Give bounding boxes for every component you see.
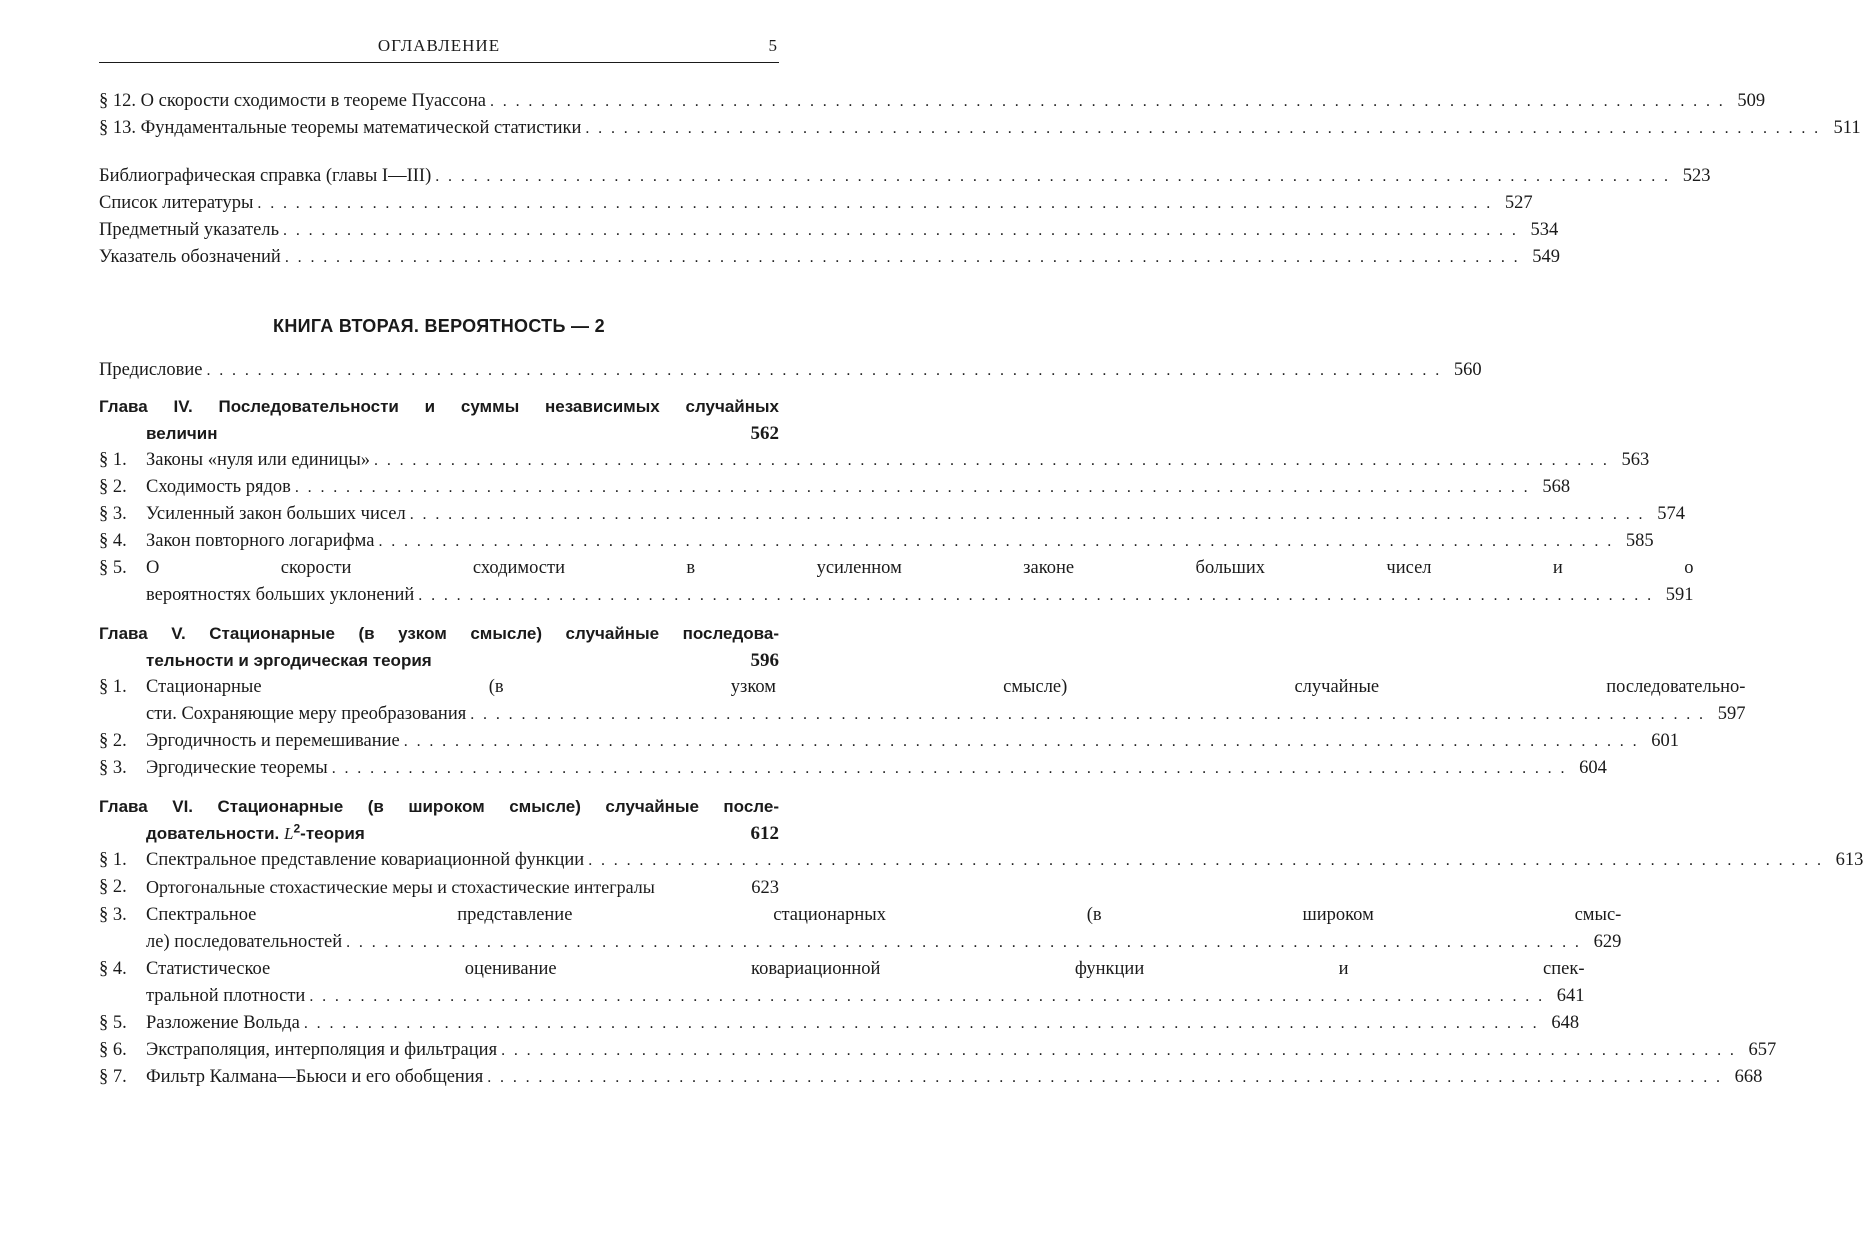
chapter-title-line: Глава V. Стационарные (в узком смысле) случайные последова- (99, 624, 779, 643)
leader-dots (285, 244, 1520, 271)
toc-entry (99, 115, 1861, 142)
section-title: Ортогональные стохастические меры и стохастические интегралы (146, 877, 655, 897)
section-number: § 5. (99, 1013, 127, 1033)
section-number: § 2. (99, 731, 127, 751)
section-number: § 1. (99, 450, 127, 470)
book-title: КНИГА ВТОРАЯ. ВЕРОЯТНОСТЬ — 2 (273, 316, 605, 336)
leader-dots (374, 447, 1609, 474)
leader-dots (588, 847, 1823, 874)
toc-entry (99, 902, 1622, 956)
section-title: Фильтр Калмана—Бьюси и его обобщения (146, 1067, 484, 1087)
page-ref: 549 (1532, 247, 1561, 267)
leader-dots (501, 1037, 1736, 1064)
leader-dots (206, 357, 1441, 384)
section-title-line: О скорости сходимости в усиленном законе больших чисел и о (146, 558, 1694, 578)
section-number: § 2. (99, 477, 127, 497)
chapter-title-line (146, 820, 751, 847)
leader-dots (470, 701, 1705, 728)
leader-dots (346, 929, 1581, 956)
preface-entry (99, 357, 1482, 384)
page-ref: 657 (1748, 1040, 1777, 1060)
leader-dots (410, 501, 1645, 528)
toc-entry (99, 847, 1863, 874)
toc-entry (99, 474, 1571, 501)
chapter-heading (99, 393, 779, 447)
section-title-line: тральной плотности (146, 986, 306, 1006)
page-ref: 562 (750, 423, 779, 444)
page-ref: 560 (1453, 360, 1482, 380)
leader-dots (257, 190, 1492, 217)
section-title: Спектральное представление ковариационной функции (146, 850, 585, 870)
header-rule (99, 62, 779, 63)
toc-entry (99, 528, 1654, 555)
page-ref: 574 (1657, 504, 1685, 524)
toc-entry (99, 244, 1561, 271)
leader-dots (378, 528, 1613, 555)
page-ref: 623 (751, 878, 779, 898)
page-ref: 509 (1737, 91, 1766, 111)
section-title-line: ле) последовательностей (146, 932, 343, 952)
section-number: § 13. (99, 118, 136, 138)
section-title-line: Спектральное представление стационарных (в широком смыс- (146, 905, 1622, 925)
page-ref: 604 (1579, 758, 1607, 778)
leader-dots (487, 1064, 1722, 1091)
page-ref: 613 (1835, 850, 1863, 870)
page-ref: 596 (750, 650, 779, 671)
page-ref: 648 (1551, 1013, 1580, 1033)
appendix-title: Библиографическая справка (главы I—III) (99, 166, 432, 186)
section-title: Эргодичность и перемешивание (146, 731, 400, 751)
appendices (99, 163, 1711, 271)
leader-dots (309, 983, 1544, 1010)
page-ref: 668 (1734, 1067, 1763, 1087)
math-symbol: L (284, 824, 294, 843)
chapter-title-prefix: довательности. (146, 824, 280, 843)
page-ref: 601 (1651, 731, 1679, 751)
section-number: § 4. (99, 531, 127, 551)
section-title: Разложение Вольда (146, 1013, 300, 1033)
section-number: § 1. (99, 677, 127, 697)
leader-dots (404, 728, 1639, 755)
page-ref: 563 (1621, 450, 1650, 470)
section-number: § 3. (99, 504, 127, 524)
toc-entry (99, 501, 1685, 528)
leader-dots (585, 115, 1820, 142)
leader-dots (418, 582, 1653, 609)
chapter-heading (99, 793, 779, 847)
appendix-title: Указатель обозначений (99, 247, 281, 267)
section-number: § 6. (99, 1040, 127, 1060)
section-title: Сходимость рядов (146, 477, 291, 497)
chapter-sections (99, 447, 1694, 609)
chapter-title-line: Глава VI. Стационарные (в широком смысле) случайные после- (99, 797, 779, 816)
toc-entry (99, 1064, 1763, 1091)
toc-entry (99, 674, 1746, 728)
section-number: § 3. (99, 905, 127, 925)
toc-entry (99, 88, 1766, 115)
toc-entry (99, 163, 1711, 190)
section-title: Усиленный закон больших чисел (146, 504, 406, 524)
toc-entry (99, 728, 1679, 755)
section-title-line: Статистическое оценивание ковариационной функции и спек- (146, 959, 1585, 979)
section-title: Закон повторного логарифма (146, 531, 375, 551)
page-ref: 612 (750, 823, 779, 844)
toc-entry (99, 190, 1533, 217)
leader-dots (304, 1010, 1539, 1037)
chapter-heading (99, 620, 779, 674)
section-number: § 4. (99, 959, 127, 979)
chapter-title-line: тельности и эргодическая теория (146, 651, 432, 670)
toc-entry (99, 874, 779, 902)
toc-entry (99, 1010, 1580, 1037)
section-title-line: сти. Сохраняющие меру преобразования (146, 704, 467, 724)
toc-entry (99, 1037, 1777, 1064)
preface-title: Предисловие (99, 360, 203, 380)
page-ref: 568 (1542, 477, 1571, 497)
page-ref: 523 (1682, 166, 1711, 186)
page-ref: 641 (1556, 986, 1585, 1006)
leader-dots (490, 88, 1725, 115)
page-ref: 585 (1625, 531, 1654, 551)
page-number: 5 (768, 36, 777, 55)
section-number: § 2. (99, 877, 127, 897)
running-title: ОГЛАВЛЕНИЕ (377, 36, 501, 55)
section-title: Фундаментальные теоремы математической статистики (140, 118, 582, 138)
math-superscript: 2 (293, 821, 301, 836)
page-ref: 527 (1504, 193, 1533, 213)
page-ref: 597 (1717, 704, 1746, 724)
section-number: § 3. (99, 758, 127, 778)
top-sections (99, 88, 1861, 142)
section-number: § 7. (99, 1067, 127, 1087)
section-title-line: Стационарные (в узком смысле) случайные последовательно- (146, 677, 1746, 697)
leader-dots (332, 755, 1567, 782)
section-title: О скорости сходимости в теореме Пуассона (140, 91, 486, 111)
section-title-line: вероятностях больших уклонений (146, 585, 415, 605)
section-title: Законы «нуля или единицы» (146, 450, 371, 470)
section-number: § 5. (99, 558, 127, 578)
leader-dots (295, 474, 1530, 501)
leader-dots (435, 163, 1670, 190)
section-number: § 1. (99, 850, 127, 870)
toc-entry (99, 447, 1650, 474)
chapter-title-line: величин (146, 424, 218, 443)
chapter-title-line: Глава IV. Последовательности и суммы независимых случайных (99, 397, 779, 416)
section-title: Экстраполяция, интерполяция и фильтрация (146, 1040, 498, 1060)
page-ref: 629 (1593, 932, 1622, 952)
toc-entry (99, 357, 1482, 384)
appendix-title: Список литературы (99, 193, 254, 213)
toc-entry (99, 217, 1559, 244)
chapter-sections (99, 847, 1863, 1091)
toc-entry (99, 555, 1694, 609)
page-ref: 534 (1530, 220, 1559, 240)
running-header (99, 36, 779, 60)
page-ref: 591 (1665, 585, 1694, 605)
section-title: Эргодические теоремы (146, 758, 328, 778)
leader-dots (283, 217, 1518, 244)
page-ref: 511 (1833, 118, 1861, 138)
section-number: § 12. (99, 91, 136, 111)
chapter-title-suffix: -теория (300, 824, 365, 843)
toc-page (99, 36, 1863, 1091)
toc-entry (99, 956, 1585, 1010)
chapter-sections (99, 674, 1746, 782)
toc-entry (99, 755, 1607, 782)
appendix-title: Предметный указатель (99, 220, 280, 240)
